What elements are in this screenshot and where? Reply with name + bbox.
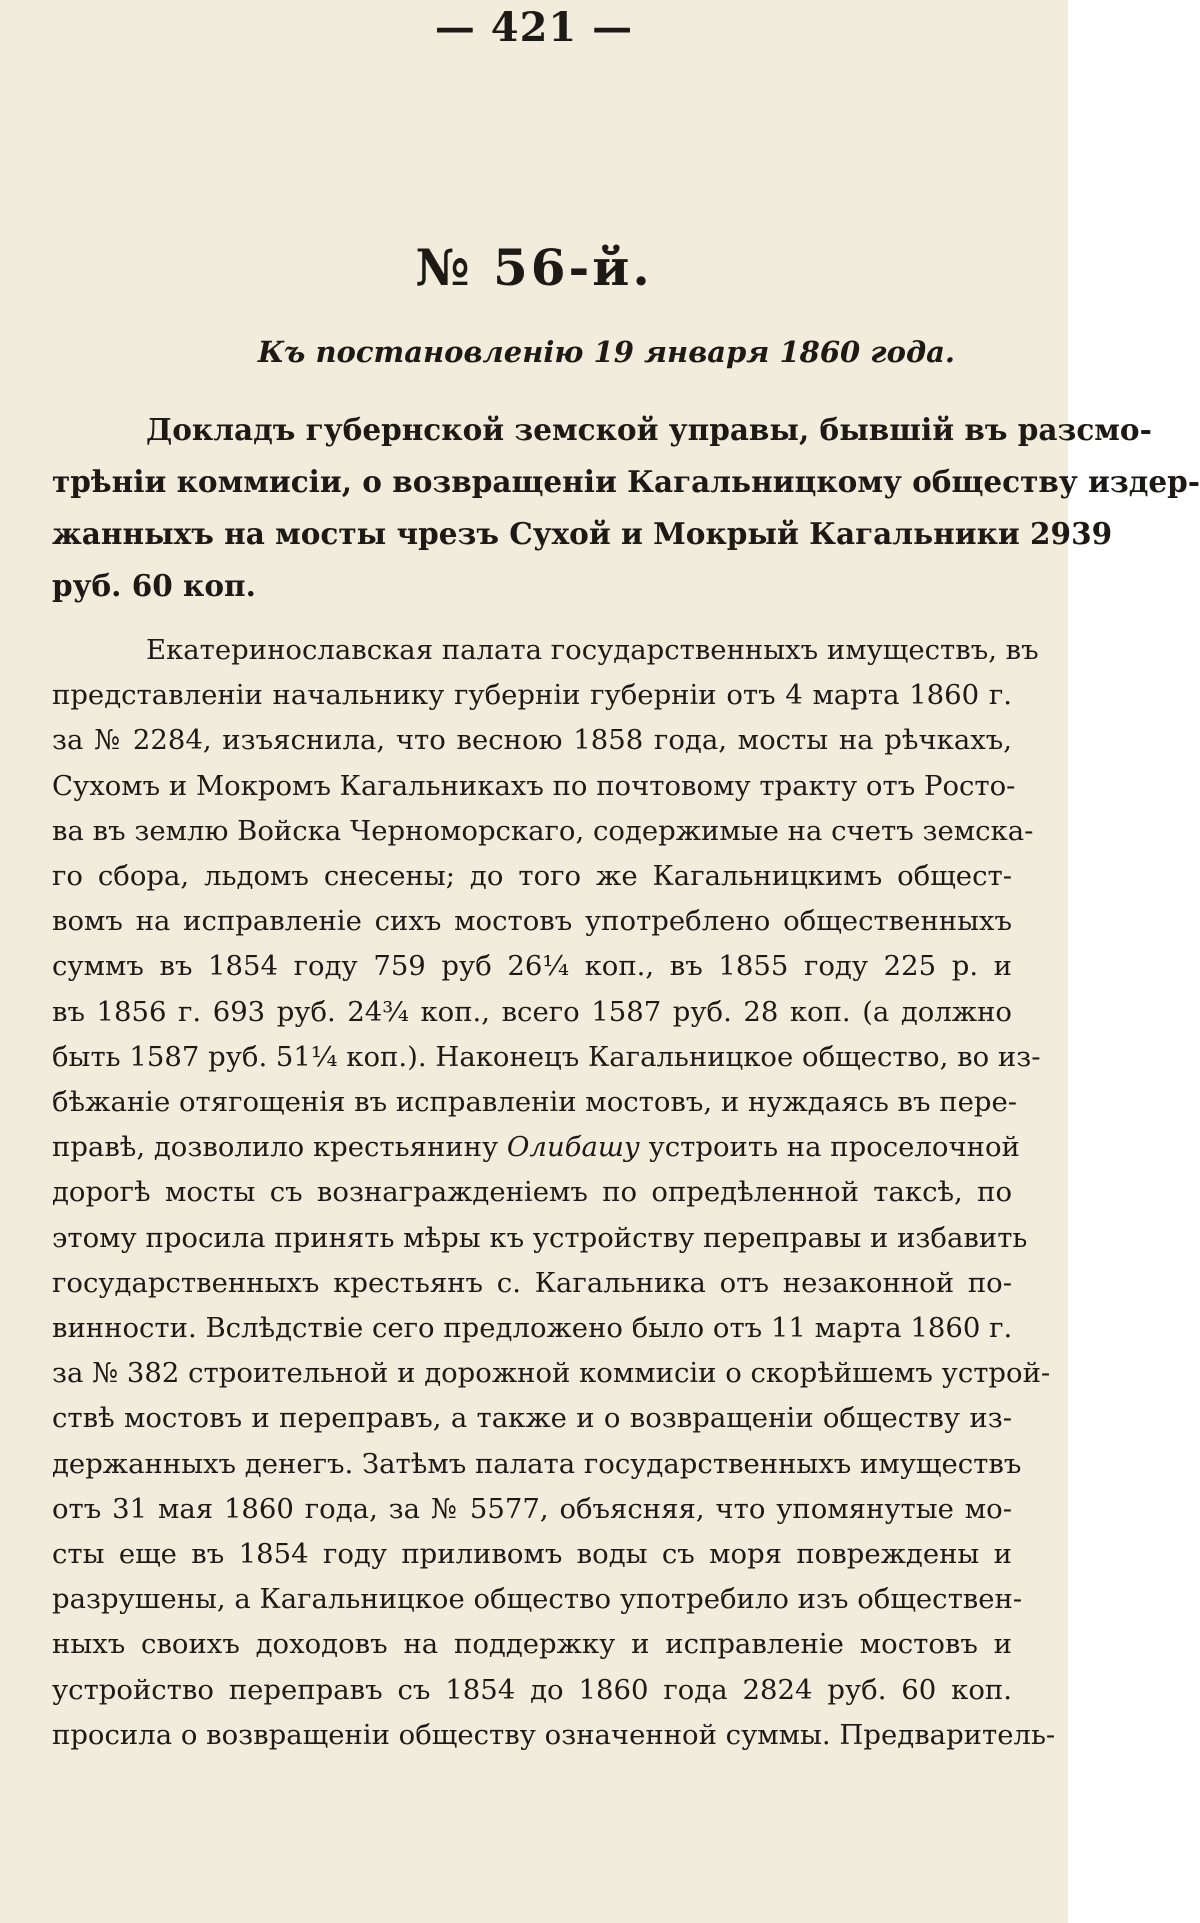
body-line-end: устроить на проселочной <box>639 1131 1020 1164</box>
body-line: отъ 31 мая 1860 года, за № 5577, объясняя, что упомянутые мо- <box>52 1492 1012 1525</box>
body-line: го сбора, льдомъ снесены; до того же Кагальницкимъ общест- <box>52 860 1012 893</box>
document-number: № 56-й. <box>415 238 653 297</box>
body-line: вомъ на исправленіе сихъ мостовъ употреблено общественныхъ <box>52 905 1012 938</box>
body-line: дорогѣ мосты съ вознагражденіемъ по опредѣленной таксѣ, по <box>52 1176 1012 1209</box>
report-body <box>52 628 1056 1758</box>
body-line: ныхъ своихъ доходовъ на поддержку и исправленіе мостовъ и <box>52 1628 1012 1661</box>
body-line: Екатеринославская палата государственныхъ имуществъ, въ <box>146 634 1039 666</box>
body-line: сты еще въ 1854 году приливомъ воды съ моря повреждены и <box>52 1538 1012 1571</box>
title-line: Докладъ губернской земской управы, бывшій въ разсмо- <box>146 412 1152 447</box>
body-line: устройство переправъ съ 1854 до 1860 года 2824 руб. 60 коп. <box>52 1673 1012 1706</box>
body-line: представленіи начальнику губерніи губерніи отъ 4 марта 1860 г. <box>52 679 1012 712</box>
body-line: винности. Вслѣдствіе сего предложено было отъ 11 марта 1860 г. <box>52 1312 1013 1345</box>
resolution-reference: Къ постановленію 19 января 1860 года. <box>257 335 955 369</box>
title-line: трѣніи коммисіи, о возвращеніи Кагальницкому обществу издер- <box>52 464 1200 499</box>
body-line-with-surname <box>52 1125 1020 1170</box>
body-line: разрушены, а Кагальницкое общество употребило изъ обществен- <box>52 1583 1023 1616</box>
body-line: быть 1587 руб. 51¼ коп.). Наконецъ Кагальницкое общество, во из- <box>52 1040 1041 1073</box>
page-number: — 421 — <box>434 4 634 51</box>
report-title <box>52 404 1200 612</box>
body-line: бѣжаніе отягощенія въ исправленіи мостовъ, и нуждаясь въ пере- <box>52 1086 1018 1119</box>
body-line: въ 1856 г. 693 руб. 24¾ коп., всего 1587 руб. 28 коп. (а должно <box>52 995 1012 1028</box>
italic-surname: Олибашу <box>506 1131 640 1164</box>
body-line: за № 2284, изъяснила, что весною 1858 года, мосты на рѣчкахъ, <box>52 724 1012 757</box>
title-line: руб. 60 коп. <box>52 568 256 603</box>
body-line: просила о возвращеніи обществу означенной суммы. Предваритель- <box>52 1718 1056 1751</box>
body-line: ва въ землю Войска Черноморскаго, содержимые на счетъ земска- <box>52 814 1034 847</box>
body-line: ствѣ мостовъ и переправъ, а также и о возвращеніи обществу из- <box>52 1402 1012 1435</box>
title-line: жанныхъ на мосты чрезъ Сухой и Мокрый Кагальники 2939 <box>52 516 1113 551</box>
body-line-start: правѣ, дозволило крестьянину <box>52 1131 507 1164</box>
body-line: за № 382 строительной и дорожной коммисіи о скорѣйшемъ устрой- <box>52 1357 1051 1390</box>
body-line: держанныхъ денегъ. Затѣмъ палата государственныхъ имуществъ <box>52 1447 1022 1480</box>
body-line: Сухомъ и Мокромъ Кагальникахъ по почтовому тракту отъ Росто- <box>52 769 1016 802</box>
body-line: государственныхъ крестьянъ с. Кагальника отъ незаконной по- <box>52 1266 1012 1299</box>
body-line: суммъ въ 1854 году 759 руб 26¼ коп., въ 1855 году 225 р. и <box>52 950 1012 983</box>
body-line: этому просила принять мѣры къ устройству переправы и избавить <box>52 1221 1028 1254</box>
